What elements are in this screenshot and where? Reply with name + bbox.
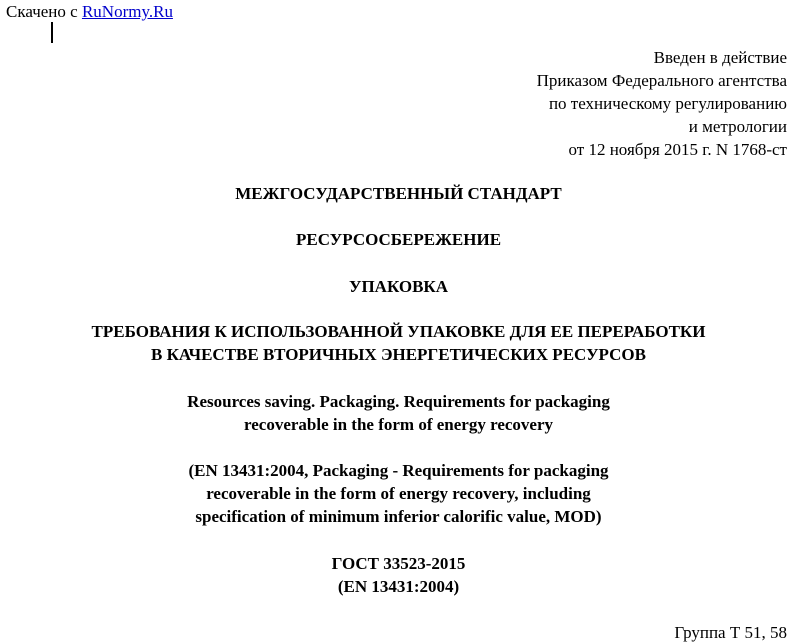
en-reference: [0, 459, 790, 528]
decree-block: [537, 46, 787, 161]
standard-code: ГОСТ 33523-2015: [331, 554, 466, 573]
source-note: [6, 0, 173, 23]
title-english: [0, 390, 790, 436]
title-english-line: Resources saving. Packaging. Requirements for packaging: [187, 392, 610, 411]
en-reference-line: recoverable in the form of energy recovery, including: [206, 484, 591, 503]
heading-resource-saving: РЕСУРСОСБЕРЕЖЕНИЕ: [295, 230, 502, 249]
decree-line: Введен в действие: [653, 48, 787, 67]
title-russian: [0, 320, 790, 366]
title-russian-line: В КАЧЕСТВЕ ВТОРИЧНЫХ ЭНЕРГЕТИЧЕСКИХ РЕСУРСОВ: [151, 345, 646, 364]
heading-packaging: УПАКОВКА: [348, 277, 449, 296]
decree-line: и метрологии: [688, 117, 787, 136]
group-code: Группа Т 51, 58: [674, 623, 787, 642]
decree-line: Приказом Федерального агентства: [536, 71, 787, 90]
text-cursor: [51, 22, 53, 43]
title-english-line: recoverable in the form of energy recovery: [243, 415, 554, 434]
decree-line: от 12 ноября 2015 г. N 1768-ст: [568, 140, 787, 159]
source-prefix: Скачено с: [6, 2, 82, 21]
source-link[interactable]: RuNormy.Ru: [81, 2, 173, 21]
en-reference-line: (EN 13431:2004, Packaging - Requirements for packaging: [188, 461, 609, 480]
standard-code-block: [0, 552, 790, 598]
standard-type: МЕЖГОСУДАРСТВЕННЫЙ СТАНДАРТ: [235, 184, 562, 203]
decree-line: по техническому регулированию: [548, 94, 787, 113]
standard-code-reference: (EN 13431:2004): [337, 577, 460, 596]
title-russian-line: ТРЕБОВАНИЯ К ИСПОЛЬЗОВАННОЙ УПАКОВКЕ ДЛЯ ЕЕ ПЕРЕРАБОТКИ: [91, 322, 706, 341]
en-reference-line: specification of minimum inferior calorific value, MOD): [195, 507, 602, 526]
